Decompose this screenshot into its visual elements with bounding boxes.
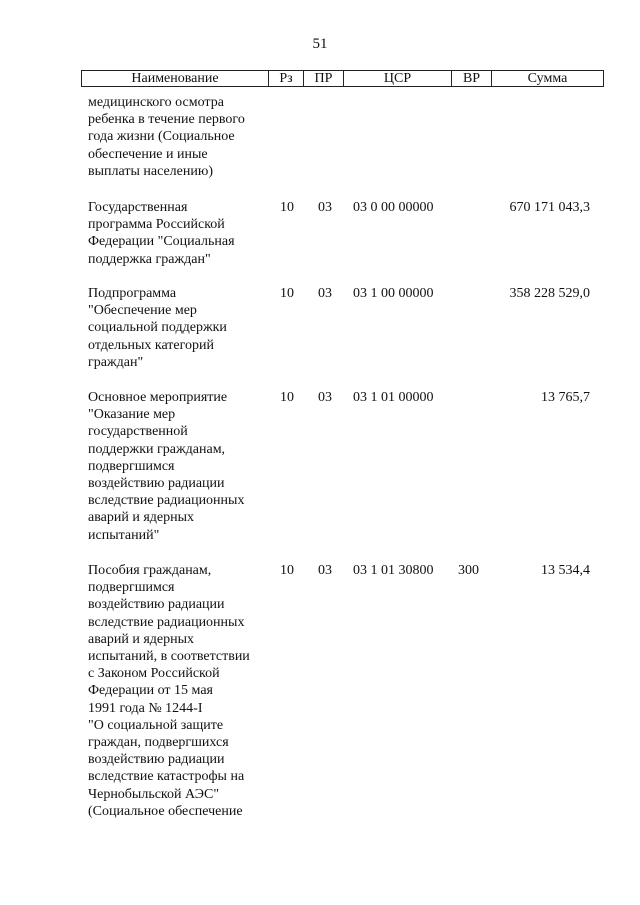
row-sum: 358 228 529,0 [509, 286, 590, 301]
column-header-rz: Рз [269, 71, 304, 86]
row-csr: 03 1 00 00000 [353, 286, 434, 301]
page-number: 51 [312, 36, 328, 52]
row-name: Подпрограмма "Обеспечение мер социальной поддержки отдельных категорий граждан" [88, 286, 227, 370]
row-csr: 03 1 01 00000 [353, 390, 434, 405]
row-sum: 670 171 043,3 [509, 200, 590, 215]
row-pr: 03 [318, 563, 332, 578]
row-csr: 03 1 01 30800 [353, 563, 434, 578]
row-rz: 10 [280, 563, 294, 578]
row-vr: 300 [458, 563, 479, 578]
row-name: Пособия гражданам, подвергшимся воздействию радиации вследствие радиационных аварий и ядерных испытаний, в соответствии с Законом Российской Федерации от 15 мая 1991 года № 1244-I "О социальной защите граждан, подвергшихся воздействию радиации вследствие катастрофы на Чернобыльской АЭС" (Социальное обеспечение [88, 563, 250, 819]
row-rz: 10 [280, 390, 294, 405]
column-header-pr: ПР [304, 71, 344, 86]
row-name: Основное мероприятие "Оказание мер государственной поддержки гражданам, подвергшимся воздействию радиации вследствие радиационных аварий и ядерных испытаний" [88, 390, 245, 543]
row-name: медицинского осмотра ребенка в течение первого года жизни (Социальное обеспечение и иные выплаты населению) [88, 95, 245, 179]
row-pr: 03 [318, 390, 332, 405]
column-header-vr: ВР [452, 71, 492, 86]
row-rz: 10 [280, 200, 294, 215]
row-rz: 10 [280, 286, 294, 301]
row-name: Государственная программа Российской Федерации "Социальная поддержка граждан" [88, 200, 235, 267]
table-header [81, 70, 604, 87]
column-header-sum: Сумма [527, 71, 568, 86]
row-pr: 03 [318, 286, 332, 301]
row-sum: 13 534,4 [541, 563, 590, 578]
row-sum: 13 765,7 [541, 390, 590, 405]
column-header-name: Наименование [82, 71, 269, 86]
row-pr: 03 [318, 200, 332, 215]
row-csr: 03 0 00 00000 [353, 200, 434, 215]
column-header-csr: ЦСР [344, 71, 452, 86]
